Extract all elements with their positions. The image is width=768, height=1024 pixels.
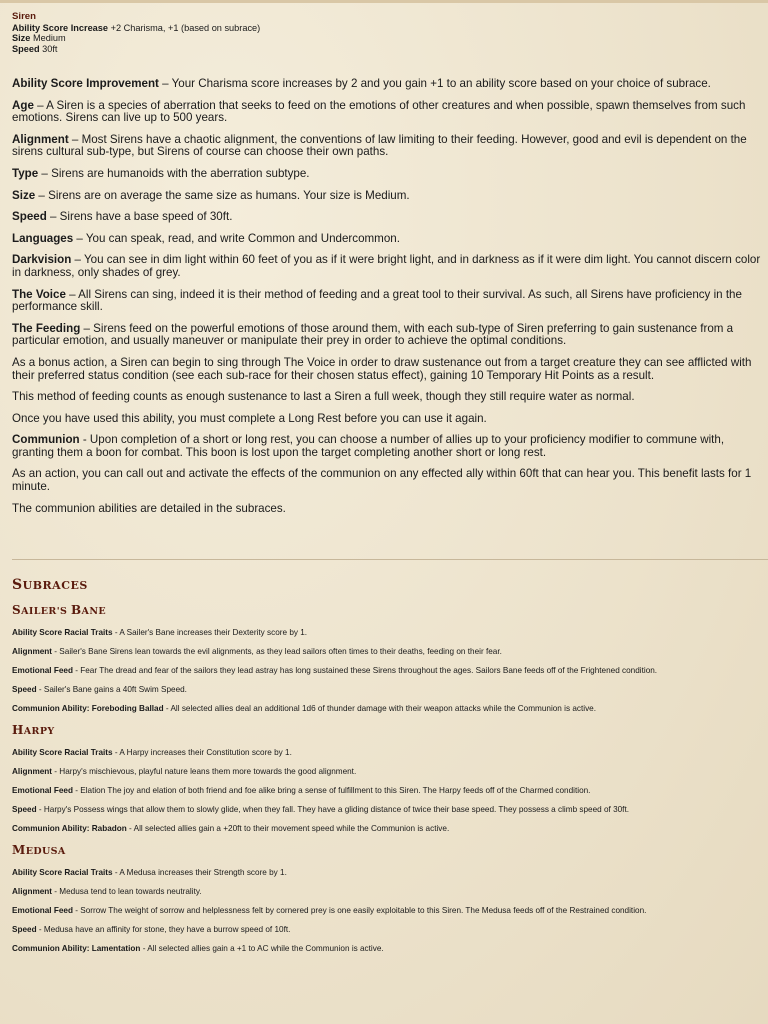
trait-label: The Feeding (12, 321, 81, 335)
trait-paragraph (12, 78, 768, 91)
subrace-entry (12, 647, 768, 657)
size-value: Medium (32, 33, 66, 44)
subrace-list (12, 603, 768, 954)
subrace-entry (12, 944, 768, 954)
subrace-entry-text: - A Sailer's Bane increases their Dexterity score by 1. (112, 628, 308, 637)
trait-text: – Most Sirens have a chaotic alignment, the conventions of law limiting to their feeding. However, good and evil is dependent on the sirens cultural sub-type, but Sirens of course can choose their own paths. (12, 132, 747, 159)
asi-line (12, 23, 260, 34)
subrace-entry (12, 767, 768, 777)
trait-label: Communion (12, 433, 80, 447)
trait-label: Alignment (12, 132, 69, 146)
subrace-entry-label: Communion Ability: Lamentation (12, 944, 141, 953)
subrace-entry-text: - Elation The joy and elation of both friend and foe alike bring a sense of fulfillment to this Siren. The Harpy feeds off of the Charmed condition. (72, 786, 591, 795)
trait-text: – Your Charisma score increases by 2 and you gain +1 to an ability score based on your choice of subrace. (158, 77, 711, 90)
subraces-heading: SUBRACES (12, 577, 88, 593)
asi-label: Ability Score Increase (12, 22, 109, 33)
subrace-entry (12, 685, 768, 695)
subrace-heading: HARPY (12, 723, 55, 737)
subrace-entry (12, 786, 768, 796)
subrace-entry (12, 666, 768, 676)
subrace-entry-label: Emotional Feed (12, 666, 73, 675)
subrace-entry (12, 925, 768, 935)
race-header (12, 12, 260, 54)
subrace-entry-label: Speed (12, 925, 37, 934)
trait-paragraph (12, 503, 768, 516)
trait-label: Age (12, 98, 34, 112)
trait-label: The Voice (12, 287, 66, 301)
subrace-entry-label: Speed (12, 685, 37, 694)
trait-label: Speed (12, 210, 47, 224)
trait-paragraph (12, 413, 768, 426)
trait-label: Size (12, 188, 36, 202)
subrace-entry-text: - Harpy's Possess wings that allow them to slowly glide, when they fall. They have a gliding distance of twice their base speed. They possess a climb speed of 30ft. (36, 805, 630, 814)
trait-paragraph (12, 100, 768, 125)
trait-paragraph (12, 168, 768, 181)
subrace-entry-text: - Harpy's mischievous, playful nature leans them more towards the good alignment. (52, 767, 357, 776)
trait-text: – You can see in dim light within 60 feet of you as if it were bright light, and in darkness as if it were dim light. You cannot discern color in darkness, only shades of grey. (12, 253, 761, 279)
trait-paragraph (12, 468, 768, 493)
trait-text: – Sirens are humanoids with the aberration subtype. (38, 166, 310, 180)
trait-paragraph (12, 254, 768, 279)
speed-label: Speed (12, 43, 40, 54)
subraces-section (12, 576, 768, 963)
subrace-entry (12, 805, 768, 815)
subrace-heading: SAILER'S BANE (12, 603, 107, 617)
subrace-entry-text: - Medusa tend to lean towards neutrality. (52, 887, 202, 896)
speed-value: 30ft (42, 43, 58, 54)
subrace-entry-label: Ability Score Racial Traits (12, 748, 113, 757)
trait-text: – All Sirens can sing, indeed it is their method of feeding and a great tool to their survival. As such, all Sirens have proficiency in the performance skill. (12, 287, 742, 314)
subrace-entry (12, 868, 768, 878)
trait-label: Ability Score Improvement (12, 77, 159, 90)
subrace-entry-text: - Fear The dread and fear of the sailors they lead astray has long sustained these Sirens throughout the ages. Sailors Bane feeds off of the Frightened condition. (72, 666, 658, 675)
subrace-entry-label: Ability Score Racial Traits (12, 868, 113, 877)
subrace-entry-label: Speed (12, 805, 37, 814)
subrace-entry-text: - A Harpy increases their Constitution score by 1. (112, 748, 292, 757)
subrace-entry (12, 887, 768, 897)
trait-text: – Sirens are on average the same size as humans. Your size is Medium. (35, 188, 410, 202)
subrace-entry-text: - A Medusa increases their Strength score by 1. (112, 868, 287, 877)
subrace-entry (12, 628, 768, 638)
trait-label: Darkvision (12, 253, 72, 267)
subrace-entry-text: - All selected allies gain a +20ft to their movement speed while the Communion is active. (126, 824, 450, 833)
subrace-entry (12, 906, 768, 916)
subrace-entry-text: - Sailer's Bane gains a 40ft Swim Speed. (36, 685, 187, 694)
subrace-entry-label: Alignment (12, 767, 53, 776)
trait-text: – A Siren is a species of aberration that seeks to feed on the emotions of other creatures and when possible, spawn themselves from such emotions. Sirens can live up to 500 years. (12, 98, 746, 125)
size-line (12, 33, 260, 44)
subrace-entry-label: Communion Ability: Rabadon (12, 824, 127, 833)
trait-text: This method of feeding counts as enough sustenance to last a Siren a full week, though they still require water as normal. (12, 390, 635, 404)
subrace-entry-text: - All selected allies deal an additional 1d6 of thunder damage with their weapon attacks while the Communion is active. (163, 704, 596, 713)
subrace-entry-text: - Medusa have an affinity for stone, they have a burrow speed of 10ft. (36, 925, 291, 934)
traits-section (12, 78, 768, 524)
trait-text: – You can speak, read, and write Common and Undercommon. (73, 231, 400, 245)
speed-line (12, 44, 260, 55)
trait-paragraph (12, 233, 768, 246)
size-label: Size (12, 33, 31, 44)
subrace-entry-text: - Sorrow The weight of sorrow and helplessness felt by cornered prey is one easily exploitable to this Siren. The Medusa feeds off of the Restrained condition. (72, 906, 647, 915)
top-border (0, 0, 768, 3)
trait-text: - Upon completion of a short or long rest, you can choose a number of allies up to your proficiency modifier to commune with, granting them a boon for combat. This boon is lost upon the target completing another short or long rest. (12, 433, 725, 459)
subrace-entry-label: Ability Score Racial Traits (12, 628, 113, 637)
trait-text: As an action, you can call out and activate the effects of the communion on any effected ally within 60ft that can hear you. This benefit lasts for 1 minute. (12, 467, 752, 494)
subrace-entry-label: Alignment (12, 647, 53, 656)
trait-text: Once you have used this ability, you must complete a Long Rest before you can use it again. (12, 411, 487, 425)
trait-paragraph (12, 190, 768, 203)
trait-text: As a bonus action, a Siren can begin to sing through The Voice in order to draw sustenance out from a target creature they can see afflicted with their preferred status condition (see each sub-race for their chosen status effect), gaining 10 Temporary Hit Points as a result. (12, 355, 752, 382)
subrace-entry-label: Emotional Feed (12, 786, 73, 795)
trait-paragraph (12, 211, 768, 224)
subrace-entry (12, 704, 768, 714)
asi-value: +2 Charisma, +1 (based on subrace) (110, 22, 261, 33)
subrace-entry-label: Emotional Feed (12, 906, 73, 915)
subrace-entry (12, 748, 768, 758)
subrace-entry-text: - Sailer's Bane Sirens lean towards the evil alignments, as they lead sailors often times to their deaths, feeding on their fear. (52, 647, 502, 656)
race-name: Siren (12, 11, 36, 22)
trait-label: Type (12, 166, 39, 180)
section-divider (12, 559, 768, 560)
trait-paragraph (12, 357, 768, 382)
trait-paragraph (12, 323, 768, 348)
trait-paragraph (12, 391, 768, 404)
trait-paragraph (12, 289, 768, 314)
subrace-heading: MEDUSA (12, 843, 66, 857)
subrace-entry-label: Alignment (12, 887, 53, 896)
trait-text: The communion abilities are detailed in the subraces. (12, 501, 286, 515)
trait-text: – Sirens have a base speed of 30ft. (46, 210, 233, 224)
trait-paragraph (12, 434, 768, 459)
subrace-entry-text: - All selected allies gain a +1 to AC while the Communion is active. (140, 944, 384, 953)
subrace-entry (12, 824, 768, 834)
trait-text: – Sirens feed on the powerful emotions of those around them, with each sub-type of Siren preferring to gain sustenance from a particular emotion, and usually maneuver or manipulate their prey in order to achieve the optimal conditions. (12, 321, 734, 348)
subrace-entry-label: Communion Ability: Foreboding Ballad (12, 704, 164, 713)
trait-paragraph (12, 134, 768, 159)
trait-label: Languages (12, 231, 74, 245)
